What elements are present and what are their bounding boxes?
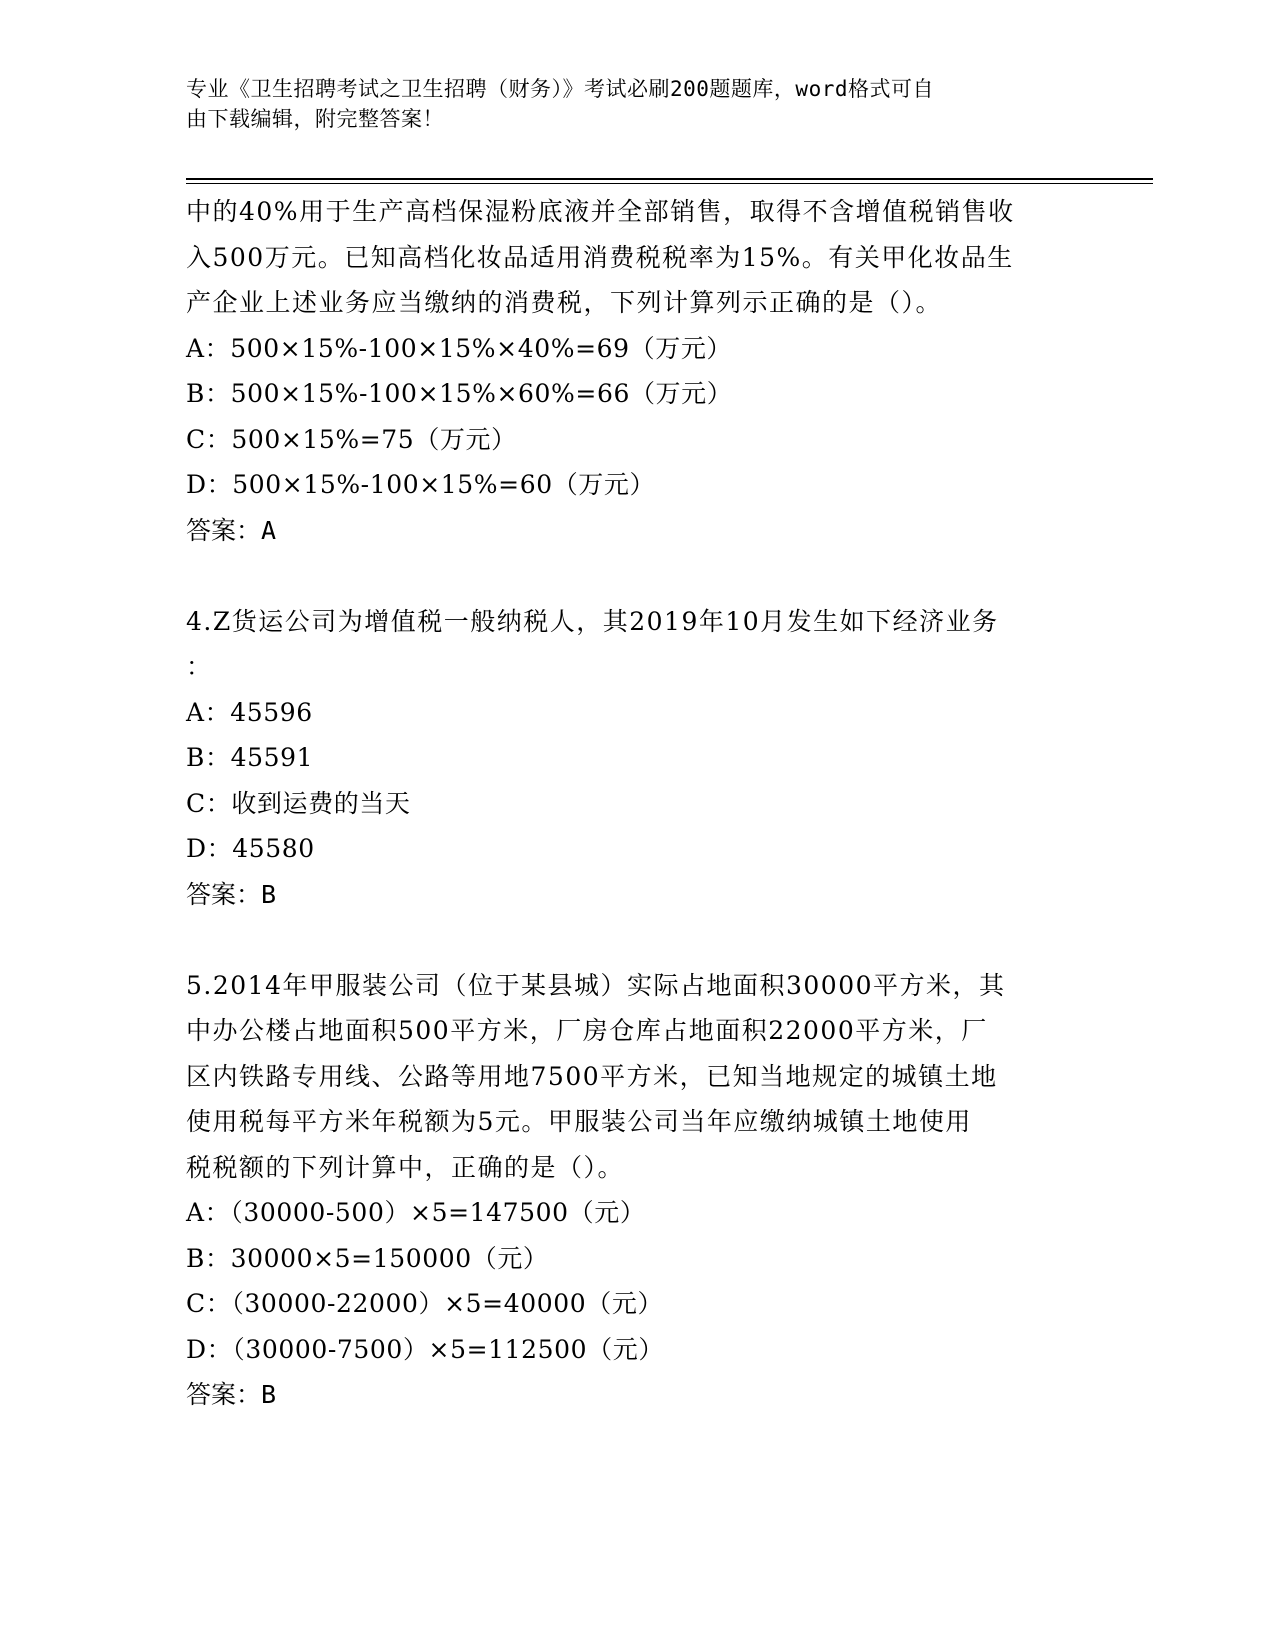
question-4-stem-line: 4.Z货运公司为增值税一般纳税人，其2019年10月发生如下经济业务: [186, 606, 999, 636]
question-5-stem-line: 中办公楼占地面积500平方米，厂房仓库占地面积22000平方米，厂: [186, 1016, 988, 1045]
question-4-stem-line: ：: [186, 652, 213, 681]
question-4: [186, 599, 1086, 918]
question-4-option-d: D：45580: [186, 834, 315, 863]
question-5: [186, 963, 1086, 1418]
question-5-option-d: D：（30000-7500）×5=112500（元）: [186, 1334, 664, 1364]
question-3-stem-line: 入500万元。已知高档化妆品适用消费税税率为15%。有关甲化妆品生: [186, 242, 1014, 272]
question-5-stem-line: 税税额的下列计算中，正确的是（）。: [186, 1152, 625, 1182]
question-4-option-a: A：45596: [186, 697, 313, 727]
question-3: [186, 189, 1086, 553]
spacer: [186, 553, 1086, 599]
question-3-option-d: D：500×15%-100×15%=60（万元）: [186, 470, 656, 499]
header-line-1: 专业《卫生招聘考试之卫生招聘（财务）》考试必刷200题题库，word格式可自: [186, 77, 934, 101]
question-5-option-b: B：30000×5=150000（元）: [186, 1243, 549, 1273]
spacer: [186, 917, 1086, 963]
question-3-option-b: B：500×15%-100×15%×60%=66（万元）: [186, 379, 733, 408]
question-5-option-a: A：（30000-500）×5=147500（元）: [186, 1198, 646, 1227]
header-rule-thin: [186, 183, 1153, 184]
question-content: [186, 189, 1086, 1418]
question-4-option-b: B：45591: [186, 743, 314, 772]
question-3-option-c: C：500×15%=75（万元）: [186, 424, 517, 454]
page-header: [186, 74, 1066, 134]
question-3-option-a: A：500×15%-100×15%×40%=69（万元）: [186, 333, 733, 363]
question-5-option-c: C：（30000-22000）×5=40000（元）: [186, 1289, 664, 1318]
question-4-answer: 答案：B: [186, 879, 277, 909]
question-4-option-c: C：收到运费的当天: [186, 788, 411, 818]
question-5-stem-line: 区内铁路专用线、公路等用地7500平方米，已知当地规定的城镇土地: [186, 1061, 998, 1091]
header-rule-thick: [186, 178, 1153, 180]
header-line-2: 由下载编辑，附完整答案！: [186, 107, 444, 131]
question-3-answer: 答案：A: [186, 515, 277, 545]
question-5-stem-line: 使用税每平方米年税额为5元。甲服装公司当年应缴纳城镇土地使用: [186, 1107, 972, 1136]
question-5-stem-line: 5.2014年甲服装公司（位于某县城）实际占地面积30000平方米，其: [186, 970, 1006, 1000]
question-3-stem-line: 产企业上述业务应当缴纳的消费税，下列计算列示正确的是（）。: [186, 288, 943, 317]
question-5-answer: 答案：B: [186, 1380, 277, 1409]
question-3-stem-line: 中的40%用于生产高档保湿粉底液并全部销售，取得不含增值税销售收: [186, 197, 1015, 226]
